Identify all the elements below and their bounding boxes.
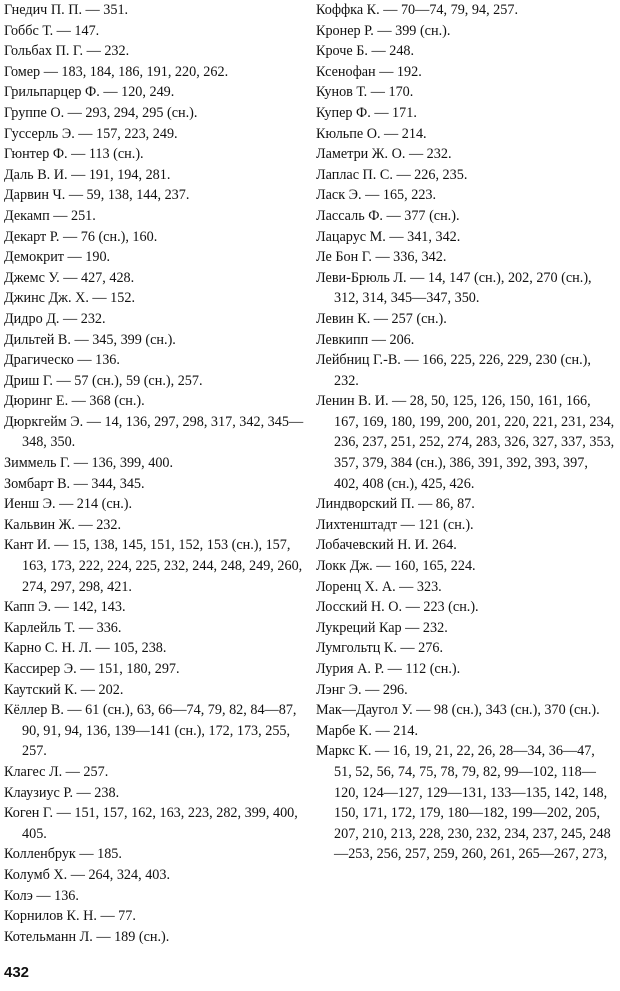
index-entry: Зомбарт В. — 344, 345. [4, 475, 145, 492]
index-entry: Ксенофан — 192. [316, 63, 422, 80]
index-entry: Клагес Л. — 257. [4, 763, 109, 780]
index-entry: Грильпарцер Ф. — 120, 249. [4, 84, 175, 101]
index-entry: Гнедич П. П. — 351. [4, 2, 129, 18]
index-entry: Капп Э. — 142, 143. [4, 599, 126, 616]
index-entry: Коген Г. — 151, 157, 162, 163, 223, 282, 399, 400, 405. [4, 805, 298, 842]
index-entry: Лоренц Х. А. — 323. [316, 578, 442, 595]
index-entry: Клаузиус Р. — 238. [4, 784, 120, 801]
index-entry: Лосский Н. О. — 223 (сн.). [316, 599, 479, 616]
index-entry: Дарвин Ч. — 59, 138, 144, 237. [4, 187, 190, 204]
index-column-right [316, 0, 616, 865]
index-entry: Локк Дж. — 160, 165, 224. [316, 558, 476, 575]
index-entry: Драгическо — 136. [4, 352, 120, 369]
index-entry: Мак—Даугол У. — 98 (сн.), 343 (сн.), 370 (сн.). [316, 702, 600, 719]
index-entry: Лурия А. Р. — 112 (сн.). [316, 661, 461, 677]
index-entry: Гомер — 183, 184, 186, 191, 220, 262. [4, 63, 229, 80]
index-entry: Корнилов К. Н. — 77. [4, 908, 136, 925]
index-entry: Колленбрук — 185. [4, 846, 122, 863]
index-column-left [4, 0, 312, 947]
index-entry: Левин К. — 257 (сн.). [316, 310, 447, 327]
index-entry: Кроче Б. — 248. [316, 43, 415, 60]
index-entry: Каутский К. — 202. [4, 681, 124, 698]
index-entry: Кюльпе О. — 214. [316, 125, 427, 142]
index-entry: Маркс К. — 16, 19, 21, 22, 26, 28—34, 36—47, 51, 52, 56, 74, 75, 78, 79, 82, 99—102, 118—120, 124—127, 129—131, 133—135, 142, 148, 150, 171, 172, 179, 180—182, 199—202, 205, 207, 210, 213, 228, 230, 232, 234, 237, 245, 248—253, 256, 257, 259, 260, 261, 265—267, 273, [316, 743, 611, 863]
index-entry: Левкипп — 206. [316, 331, 415, 348]
index-entry: Купер Ф. — 171. [316, 104, 417, 121]
index-entry: Гуссерль Э. — 157, 223, 249. [4, 125, 178, 142]
index-entry: Дильтей В. — 345, 399 (сн.). [4, 331, 176, 348]
index-entry: Гоббс Т. — 147. [4, 22, 100, 39]
index-entry: Декамп — 251. [4, 207, 96, 224]
index-entry: Лассаль Ф. — 377 (сн.). [316, 207, 460, 224]
index-entry: Дюркгейм Э. — 14, 136, 297, 298, 317, 342, 345—348, 350. [4, 413, 304, 451]
index-entry: Карно С. Н. Л. — 105, 238. [4, 640, 167, 657]
index-entry: Ле Бон Г. — 336, 342. [316, 249, 447, 266]
index-entry: Дидро Д. — 232. [4, 310, 106, 327]
index-entry: Колэ — 136. [4, 887, 79, 904]
index-entry: Кунов Т. — 170. [316, 84, 414, 101]
index-entry: Кёллер В. — 61 (сн.), 63, 66—74, 79, 82, 84—87, 90, 91, 94, 136, 139—141 (сн.), 172, 173, 255, 257. [4, 702, 297, 760]
index-entry: Ламетри Ж. О. — 232. [316, 146, 452, 163]
index-entry: Иенш Э. — 214 (сн.). [4, 496, 133, 513]
index-entry: Котельманн Л. — 189 (сн.). [4, 928, 170, 945]
index-entry: Кант И. — 15, 138, 145, 151, 152, 153 (сн.), 157, 163, 173, 222, 224, 225, 232, 244, 248, 249, 260, 274, 297, 298, 421. [4, 537, 303, 595]
index-entry: Демокрит — 190. [4, 249, 111, 266]
index-entry: Декарт Р. — 76 (сн.), 160. [4, 228, 158, 245]
index-entry: Лобачевский Н. И. 264. [316, 537, 457, 554]
index-entry: Колумб Х. — 264, 324, 403. [4, 866, 171, 883]
index-entry: Даль В. И. — 191, 194, 281. [4, 166, 171, 183]
index-entry: Лаплас П. С. — 226, 235. [316, 166, 468, 183]
index-entry: Дюринг Е. — 368 (сн.). [4, 393, 145, 410]
index-entry: Лейбниц Г.-В. — 166, 225, 226, 229, 230 (сн.), 232. [316, 352, 591, 389]
index-entry: Группе О. — 293, 294, 295 (сн.). [4, 104, 198, 121]
index-entry: Линдворский П. — 86, 87. [316, 496, 475, 513]
index-entry: Джемс У. — 427, 428. [4, 269, 135, 286]
index-entry: Кассирер Э. — 151, 180, 297. [4, 661, 180, 677]
index-entry: Лумгольтц К. — 276. [316, 640, 443, 657]
index-entry: Кронер Р. — 399 (сн.). [316, 22, 451, 39]
index-entry: Лэнг Э. — 296. [316, 681, 408, 698]
index-entry: Коффка К. — 70—74, 79, 94, 257. [316, 2, 519, 18]
index-entry: Ленин В. И. — 28, 50, 125, 126, 150, 161, 166, 167, 169, 180, 199, 200, 201, 220, 221, 231, 234, 236, 237, 251, 252, 274, 283, 326, 327, 337, 353, 357, 379, 384 (сн.), 386, 391, 392, 393, 397, 402, 408 (сн.), 425, 426. [316, 393, 615, 492]
index-entry: Гюнтер Ф. — 113 (сн.). [4, 146, 144, 163]
index-entry: Ласк Э. — 165, 223. [316, 187, 437, 204]
index-entry: Карлейль Т. — 336. [4, 619, 122, 636]
index-entry: Марбе К. — 214. [316, 722, 419, 739]
index-entry: Гольбах П. Г. — 232. [4, 43, 130, 60]
index-entry: Лихтенштадт — 121 (сн.). [316, 516, 474, 533]
index-entry: Леви-Брюль Л. — 14, 147 (сн.), 202, 270 (сн.), 312, 314, 345—347, 350. [316, 269, 592, 307]
index-entry: Дриш Г. — 57 (сн.), 59 (сн.), 257. [4, 372, 203, 389]
page-number: 432 [4, 964, 30, 981]
index-entry: Зиммель Г. — 136, 399, 400. [4, 455, 174, 472]
index-entry: Кальвин Ж. — 232. [4, 516, 122, 533]
index-entry: Джинс Дж. Х. — 152. [4, 290, 135, 307]
index-entry: Лацарус М. — 341, 342. [316, 228, 461, 245]
index-entry: Лукреций Кар — 232. [316, 619, 448, 636]
